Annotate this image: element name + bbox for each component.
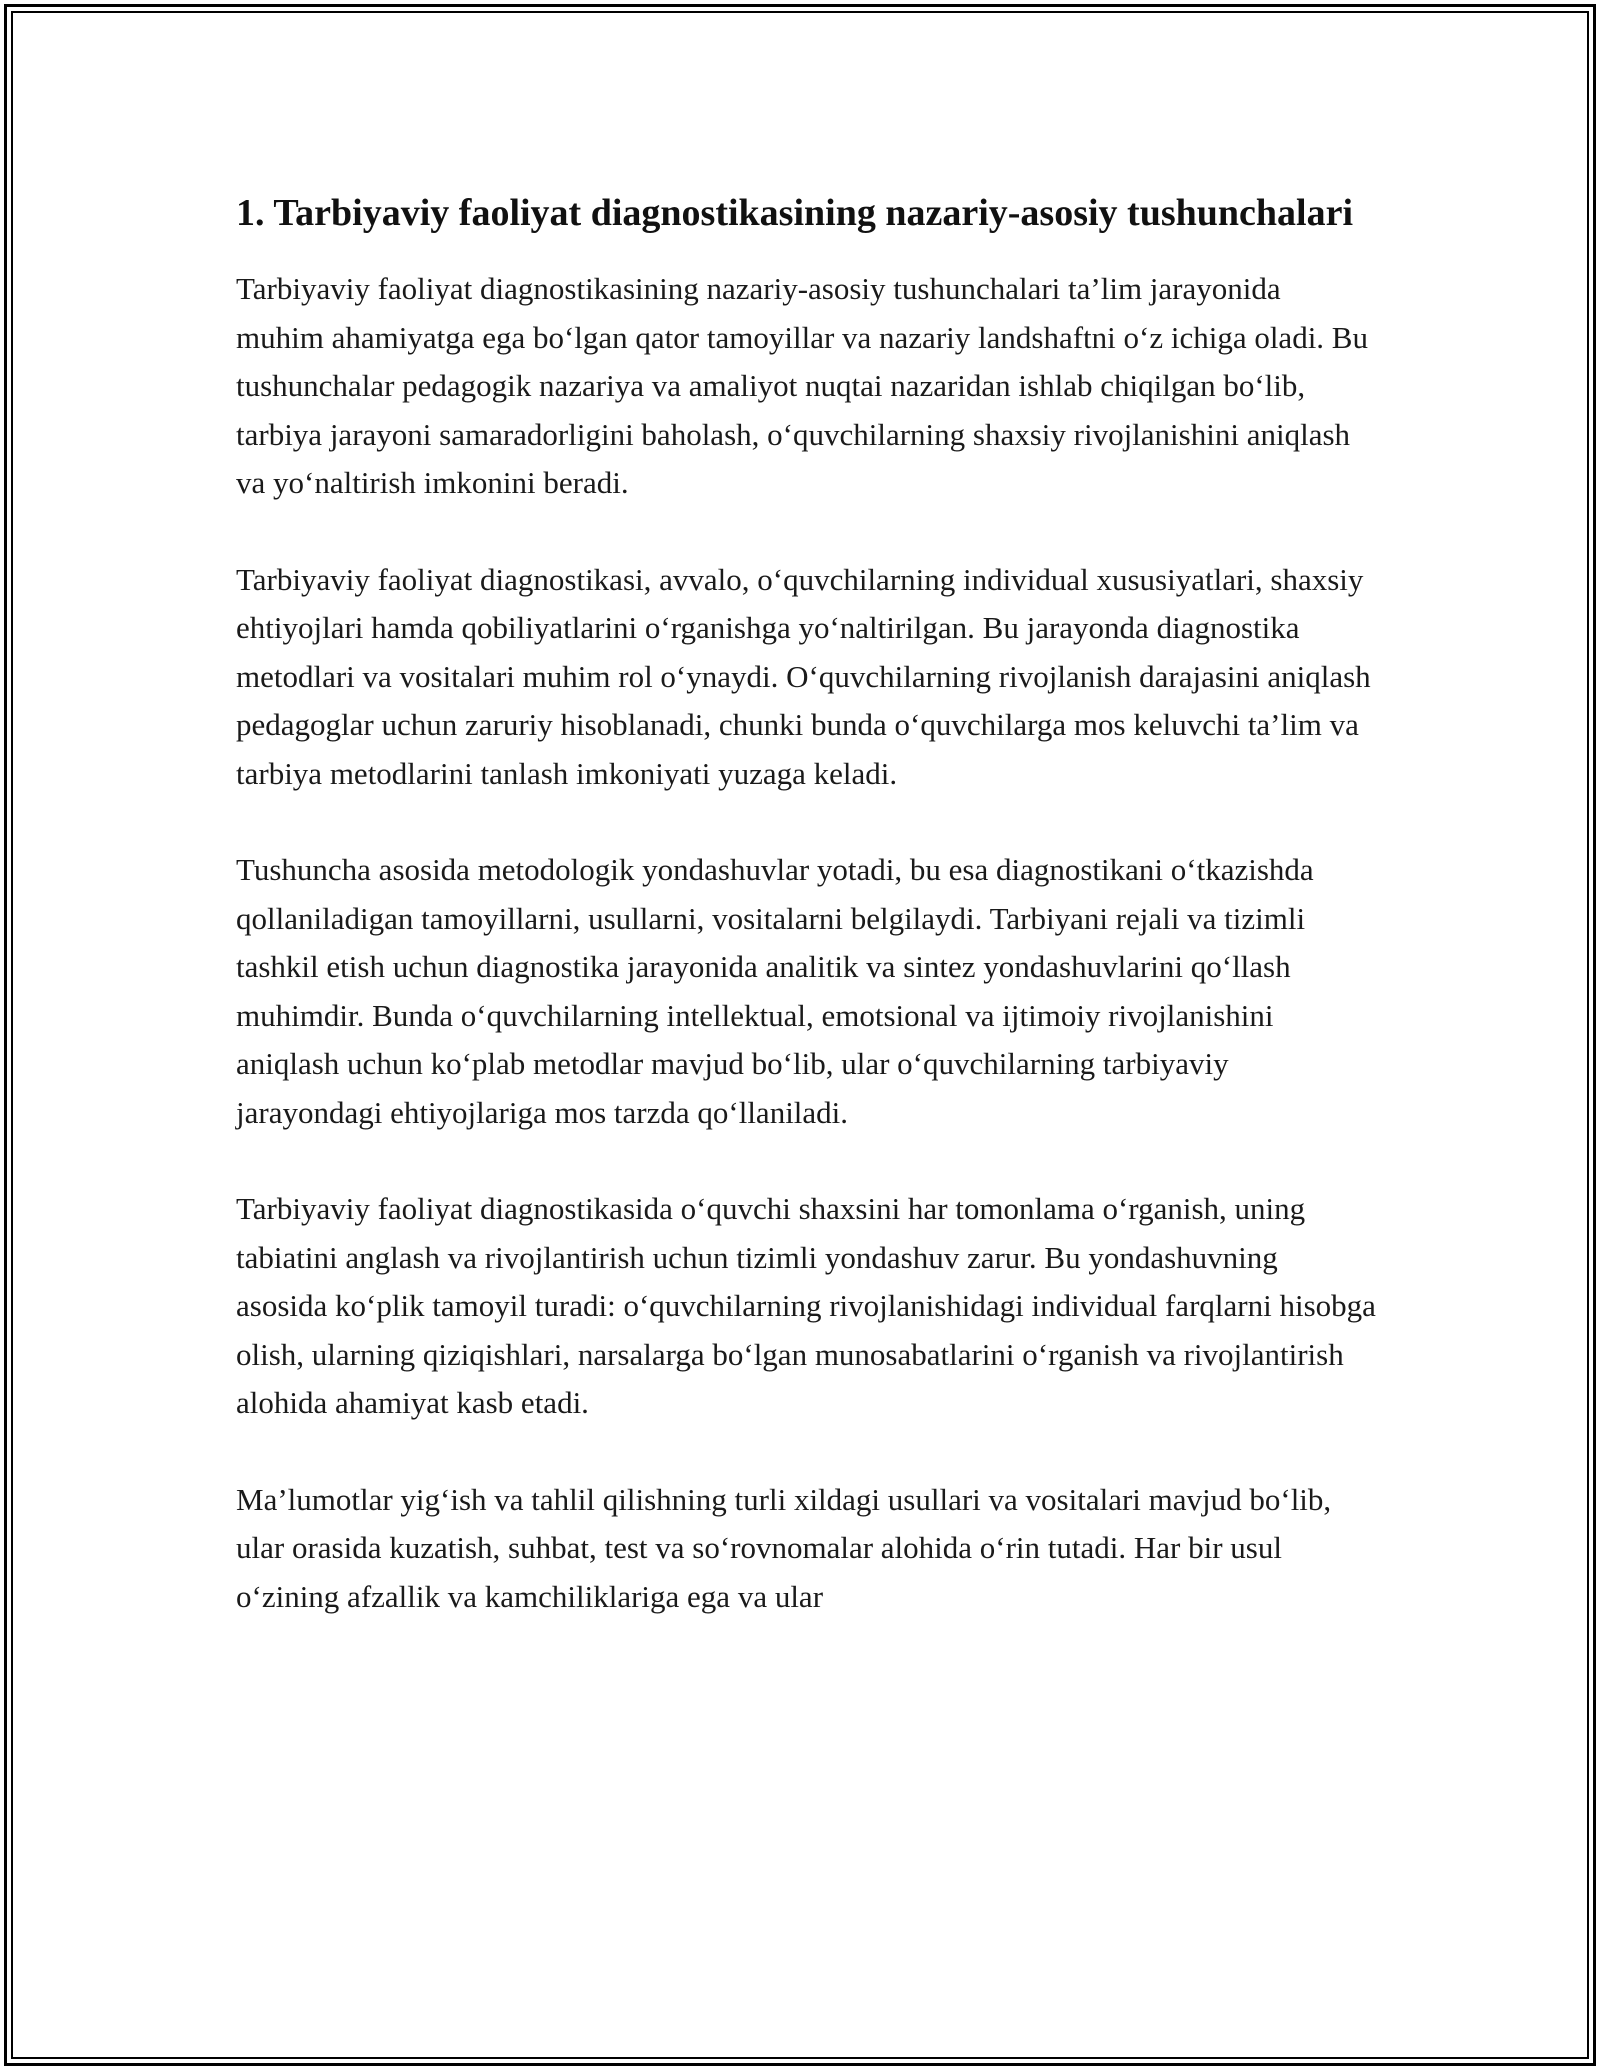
section-heading: 1. Tarbiyaviy faoliyat diagnostikasining nazariy-asosiy tushunchalari (236, 192, 1354, 234)
document-body (236, 186, 1376, 1669)
paragraph-5: Ma’lumotlar yig‘ish va tahlil qilishning turli xildagi usullari va vositalari mavjud bo‘lib, ular orasida kuzatish, suhbat, test va so‘rovnomalar alohida o‘rin tutadi. Har bir usul o‘zining afzallik va kamchiliklariga ega va ular (236, 1481, 1332, 1614)
paragraph-4: Tarbiyaviy faoliyat diagnostikasida o‘quvchi shaxsini har tomonlama o‘rganish, uning tabiatini anglash va rivojlantirish uchun tizimli yondashuv zarur. Bu yondashuvning asosida ko‘plik tamoyil turadi: o‘quvchilarning rivojlanishidagi individual farqlarni hisobga olish, ularning qiziqishlari, narsalarga bo‘lgan munosabatlarini o‘rganish va rivojlantirish alohida ahamiyat kasb etadi. (236, 1191, 1376, 1420)
paragraph-3: Tushuncha asosida metodologik yondashuvlar yotadi, bu esa diagnostikani o‘tkazishda qollaniladigan tamoyillarni, usullarni, vositalarni belgilaydi. Tarbiyani rejali va tizimli tashkil etish uchun diagnostika jarayonida analitik va sintez yondashuvlarini qo‘llash muhimdir. Bunda o‘quvchilarning intellektual, emotsional va ijtimoiy rivojlanishini aniqlash uchun ko‘plab metodlar mavjud bo‘lib, ular o‘quvchilarning tarbiyaviy jarayondagi ehtiyojlariga mos tarzda qo‘llaniladi. (236, 852, 1314, 1130)
paragraph-1: Tarbiyaviy faoliyat diagnostikasining nazariy-asosiy tushunchalari ta’lim jarayonida muhim ahamiyatga ega bo‘lgan qator tamoyillar va nazariy landshaftni o‘z ichiga oladi. Bu tushunchalar pedagogik nazariya va amaliyot nuqtai nazaridan ishlab chiqilgan bo‘lib, tarbiya jarayoni samaradorligini baholash, o‘quvchilarning shaxsiy rivojlanishini aniqlash va yo‘naltirish imkonini beradi. (236, 271, 1368, 500)
paragraph-2: Tarbiyaviy faoliyat diagnostikasi, avvalo, o‘quvchilarning individual xususiyatlari, shaxsiy ehtiyojlari hamda qobiliyatlarini o‘rganishga yo‘naltirilgan. Bu jarayonda diagnostika metodlari va vositalari muhim rol o‘ynaydi. O‘quvchilarning rivojlanish darajasini aniqlash pedagoglar uchun zaruriy hisoblanadi, chunki bunda o‘quvchilarga mos keluvchi ta’lim va tarbiya metodlarini tanlash imkoniyati yuzaga keladi. (236, 561, 1371, 791)
